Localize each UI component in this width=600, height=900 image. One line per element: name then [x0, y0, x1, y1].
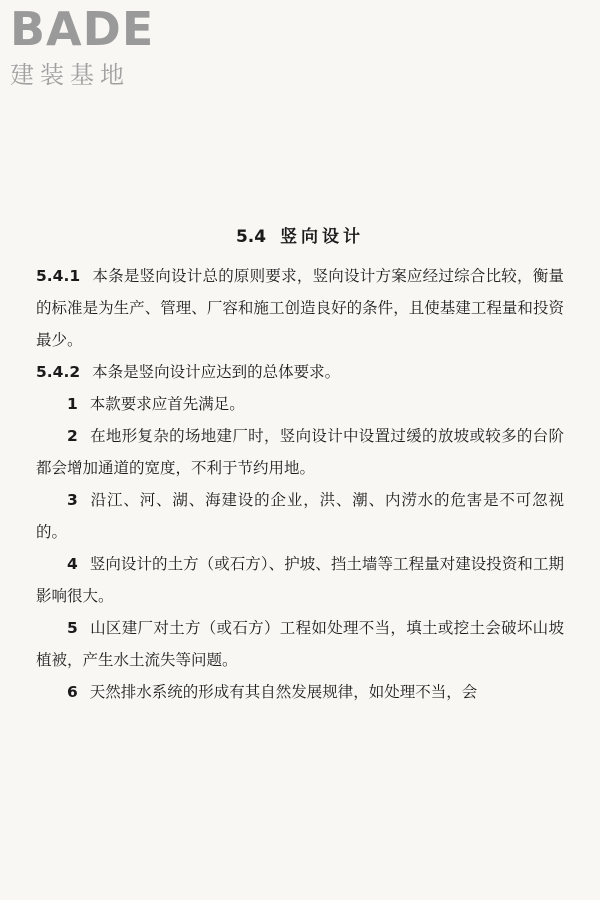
clause-number: 5.4.1	[36, 267, 81, 285]
item-text: 竖向设计的土方（或石方）、护坡、挡土墙等工程量对建设投资和工期影响很大。	[36, 555, 564, 605]
item-number: 1	[67, 395, 78, 413]
list-item	[36, 388, 564, 420]
logo-subtitle: 建装基地	[10, 61, 130, 89]
section-heading: 竖向设计	[280, 227, 365, 247]
item-number: 6	[67, 683, 78, 701]
item-text: 沿江、河、湖、海建设的企业，洪、潮、内涝水的危害是不可忽视的。	[36, 491, 564, 541]
clause-text: 本条是竖向设计总的原则要求，竖向设计方案应经过综合比较，衡量的标准是为生产、管理、厂容和施工创造良好的条件，且使基建工程量和投资最少。	[36, 267, 564, 349]
clause-text: 本条是竖向设计应达到的总体要求。	[92, 363, 341, 381]
item-number: 4	[67, 555, 78, 573]
section-title	[0, 225, 600, 249]
item-number: 3	[67, 491, 78, 509]
list-item	[36, 420, 564, 484]
bade-logo	[10, 2, 180, 89]
clause-5-4-2	[36, 356, 564, 388]
item-text: 天然排水系统的形成有其自然发展规律，如处理不当，会	[89, 683, 478, 701]
list-item	[36, 676, 564, 708]
item-text: 本款要求应首先满足。	[89, 395, 245, 413]
item-number: 5	[67, 619, 78, 637]
list-item	[36, 484, 564, 548]
item-text: 山区建厂对土方（或石方）工程如处理不当，填土或挖土会破坏山坡植被，产生水土流失等问题。	[36, 619, 564, 669]
item-number: 2	[67, 427, 78, 445]
list-item	[36, 548, 564, 612]
list-item	[36, 612, 564, 676]
document-body	[36, 260, 564, 708]
clause-5-4-1	[36, 260, 564, 356]
clause-number: 5.4.2	[36, 363, 81, 381]
section-number: 5.4	[235, 227, 267, 247]
logo-wordmark: BADE	[10, 2, 155, 56]
item-text: 在地形复杂的场地建厂时，竖向设计中设置过缓的放坡或较多的台阶都会增加通道的宽度，不利于节约用地。	[36, 427, 564, 477]
